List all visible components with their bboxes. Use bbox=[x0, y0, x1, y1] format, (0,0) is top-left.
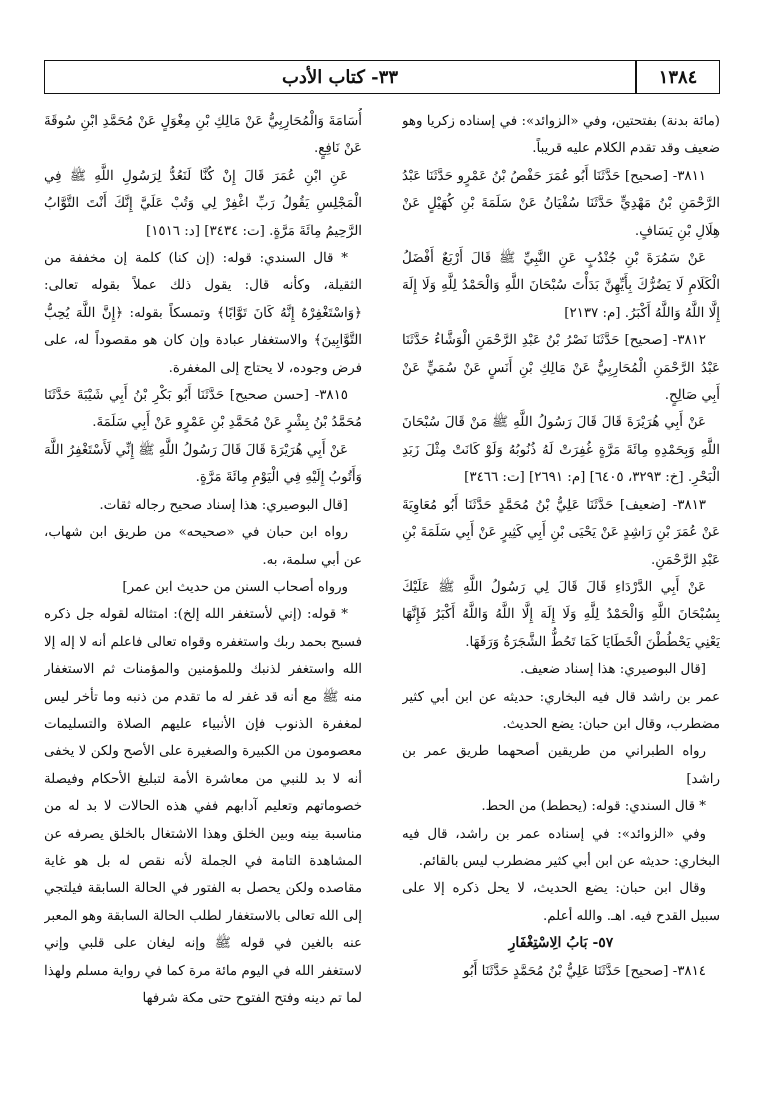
commentary: رواه الطبراني من طريقين أصحهما طريق عمر بن راشد] bbox=[402, 744, 720, 787]
hadith-chain: ٣٨١٣- [ضعيف] حَدَّثَنَا عَلِيُّ بْنُ مُحَمَّدٍ حَدَّثَنَا أَبُو مُعَاوِيَةَ عَنْ عُمَرَ بْنِ رَاشِدٍ عَنْ يَحْيَى بْنِ أَبِي كَثِيرٍ عَنْ أَبِي سَلَمَةَ بْنِ عَبْدِ الرَّحْمَنِ. bbox=[402, 497, 720, 568]
hadith-text: عَنِ ابْنِ عُمَرَ قَالَ إِنْ كُنَّا لَنَعُدُّ لِرَسُولِ اللَّهِ ﷺ فِي الْمَجْلِسِ يَقُولُ رَبِّ اغْفِرْ لِي وَتُبْ عَلَيَّ إِنَّكَ أَنْتَ التَّوَّابُ الرَّحِيمُ مِائَةَ مَرَّةٍ. [ت: ٣٤٣٤] [د: ١٥١٦] bbox=[44, 168, 362, 239]
hadith-text: عَنْ أَبِي هُرَيْرَةَ قَالَ قَالَ رَسُولُ اللَّهِ ﷺ مَنْ قَالَ سُبْحَانَ اللَّهِ وَبِحَمْدِهِ مِائَةَ مَرَّةٍ غُفِرَتْ لَهُ ذُنُوبُهُ وَلَوْ كَانَتْ مِثْلَ زَبَدِ الْبَحْرِ. [خ: ٣٢٩٣، ٦٤٠٥] [م: ٢٦٩١] [ت: ٣٤٦٦] bbox=[402, 415, 720, 486]
commentary: * قوله: (إني لأستغفر الله إلخ): امتثاله لقوله جل ذكره فسبح بحمد ربك واستغفره وقواه تعالى فاعلم أنه لا إله إلا الله واستغفر لذنبك وللمؤمنين والمؤمنات ثم الاستغفار منه ﷺ مع أنه قد غفر له ما تقدم من ذنبه وما تأخر ليس لمغفرة الذنوب فإن الأنبياء عليهم الصلاة والتسليمات معصومون من الكبيرة والصغيرة على الأصح ولكن لا يخفى أنه لا بد للنبي من معاشرة الأمة لتبليغ الأحكام وفيصلة خصوماتهم وتعليم آدابهم ففي هذه الحالات لا بد له من مناسبة بينه وبين الخلق وهذا الاشتغال بالخلق يصرفه عن المشاهدة التامة في الجملة لأنه نقص له بل هو غاية مقاصده ولكن يحصل به الفتور في الحالة السابقة فيلتجي إلى الله تعالى بالاستغفار لطلب الحالة السابقة وهو المعبر عنه بالغين في قوله ﷺ وإنه ليغان على قلبي وإني لاستغفر الله في اليوم مائة مرة كما في رواية مسلم ولهذا لما تم دينه وفتح الفتوح حتى مكة شرفها bbox=[44, 607, 362, 1006]
commentary: ورواه أصحاب السنن من حديث ابن عمر] bbox=[122, 579, 348, 595]
page-header bbox=[44, 60, 720, 94]
hadith-chain: ٣٨١١- [صحيح] حَدَّثَنَا أَبُو عُمَرَ حَفْصُ بْنُ عَمْرٍو حَدَّثَنَا عَبْدُ الرَّحْمَنِ بْنُ مَهْدِيٍّ حَدَّثَنَا سُفْيَانُ عَنْ سَلَمَةَ بْنِ كُهَيْلٍ عَنْ هِلَالِ بْنِ يَسَافٍ. bbox=[402, 168, 720, 239]
page-number: ١٣٨٤ bbox=[658, 66, 698, 88]
commentary: وقال ابن حبان: يضع الحديث، لا يحل ذكره إلا على سبيل القدح فيه. اهـ. والله أعلم. bbox=[402, 881, 720, 924]
hadith-chain: ٣٨١٤- [صحيح] حَدَّثَنَا عَلِيُّ بْنُ مُحَمَّدٍ حَدَّثَنَا أَبُو bbox=[462, 963, 706, 979]
hadith-chain: ٣٨١٥- [حسن صحيح] حَدَّثَنَا أَبُو بَكْرِ بْنُ أَبِي شَيْبَةَ حَدَّثَنَا مُحَمَّدُ بْنُ بِشْرٍ عَنْ مُحَمَّدِ بْنِ عَمْرٍو عَنْ أَبِي سَلَمَةَ. bbox=[44, 388, 362, 431]
commentary: [قال البوصيري: هذا إسناد ضعيف. bbox=[520, 662, 706, 678]
hadith-text: عَنْ سَمُرَةَ بْنِ جُنْدُبٍ عَنِ النَّبِيِّ ﷺ قَالَ أَرْبَعٌ أَفْضَلُ الْكَلَامِ لَا يَضُرُّكَ بِأَيِّهِنَّ بَدَأْتَ سُبْحَانَ اللَّهِ وَالْحَمْدُ لِلَّهِ وَلَا إِلَهَ إِلَّا اللَّهُ وَاللَّهُ أَكْبَرُ. [م: ٢١٣٧] bbox=[402, 251, 720, 321]
commentary: عمر بن راشد قال فيه البخاري: حديثه عن ابن أبي كثير مضطرب، وقال ابن حبان: يضع الحديث. bbox=[402, 689, 720, 732]
section-heading: ٥٧- بَابُ الِاسْتِغْفَارِ bbox=[508, 935, 614, 952]
commentary: وفي «الزوائد»: في إسناده عمر بن راشد، قال فيه البخاري: حديثه عن ابن أبي كثير مضطرب ليس بالقائم. bbox=[402, 826, 720, 869]
commentary: [قال البوصيري: هذا إسناد صحيح رجاله ثقات. bbox=[99, 497, 348, 513]
hadith-chain: ٣٨١٢- [صحيح] حَدَّثَنَا نَصْرُ بْنُ عَبْدِ الرَّحْمَنِ الْوَشَّاءُ حَدَّثَنَا عَبْدُ الرَّحْمَنِ الْمُحَارِبِيُّ عَنْ مَالِكِ بْنِ أَنَسٍ عَنْ سُمَيٍّ عَنْ أَبِي صَالِحٍ. bbox=[402, 333, 720, 404]
left-column bbox=[44, 108, 362, 1098]
chapter-title: ٣٣- كتاب الأدب bbox=[281, 66, 398, 88]
commentary: رواه ابن حبان في «صحيحه» من طريق ابن شهاب، عن أبي سلمة، به. bbox=[44, 525, 362, 568]
commentary: * قال السندي: قوله: (يحطط) من الحط. bbox=[481, 799, 706, 815]
commentary: * قال السندي: قوله: (إن كنا) كلمة إن مخففة من الثقيلة، وكأنه قال: يقول ذلك عملاً بقوله تعالى: ﴿وَاسْتَغْفِرْهُ إِنَّهُ كَانَ تَوَّابًا﴾ وتمسكاً بقوله: ﴿إِنَّ اللَّهَ يُحِبُّ التَّوَّابِينَ﴾ والاستغفار عبادة وإن كان هو مقصوداً له، على فرض وجوده، لا يحتاج إلى المغفرة. bbox=[44, 251, 362, 376]
right-column bbox=[402, 108, 720, 1098]
paragraph: (مائة بدنة) بفتحتين، وفي «الزوائد»: في إسناده زكريا وهو ضعيف وقد تقدم الكلام عليه قريباً. bbox=[402, 114, 720, 157]
hadith-text: عَنْ أَبِي هُرَيْرَةَ قَالَ قَالَ رَسُولُ اللَّهِ ﷺ إِنِّي لَأَسْتَغْفِرُ اللَّهَ وَأَتُوبُ إِلَيْهِ فِي الْيَوْمِ مِائَةَ مَرَّةٍ. bbox=[44, 442, 362, 486]
hadith-text: عَنْ أَبِي الدَّرْدَاءِ قَالَ قَالَ لِي رَسُولُ اللَّهِ ﷺ عَلَيْكَ بِسُبْحَانَ اللَّهِ وَالْحَمْدُ لِلَّهِ وَلَا إِلَهَ إِلَّا اللَّهُ وَاللَّهُ أَكْبَرُ فَإِنَّهَا يَعْنِي يَحْطُطْنَ الْخَطَايَا كَمَا تَحُطُّ الشَّجَرَةُ وَرَقَهَا. bbox=[402, 579, 720, 650]
hadith-chain: أُسَامَةَ وَالْمُحَارِبِيُّ عَنْ مَالِكِ بْنِ مِغْوَلٍ عَنْ مُحَمَّدِ ابْنِ سُوقَةَ عَنْ نَافِعٍ. bbox=[44, 114, 362, 157]
